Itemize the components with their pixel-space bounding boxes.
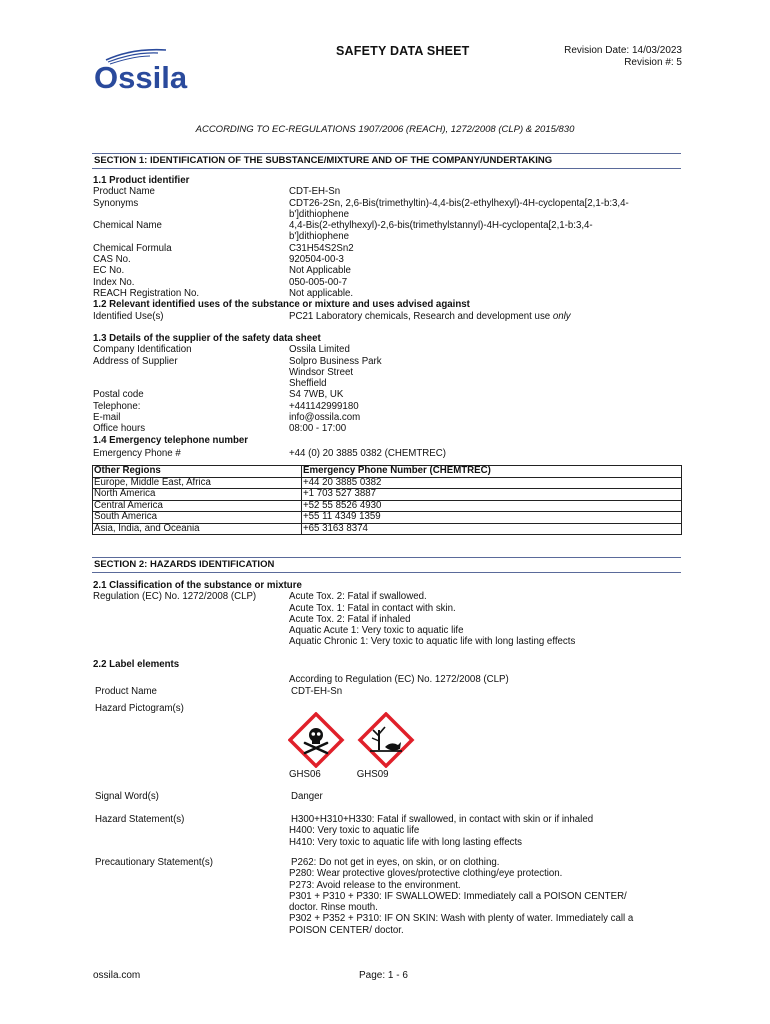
field-label: REACH Registration No.: [93, 287, 200, 299]
according-text: According to Regulation (EC) No. 1272/2008 (CLP): [289, 674, 509, 686]
field-label: CAS No.: [93, 254, 131, 266]
address-line-2: Windsor Street: [289, 366, 354, 378]
ghs06-label: GHS06: [289, 769, 321, 780]
field-label: Chemical Name: [93, 220, 162, 232]
chemical-name-value-cont: b']dithiophene: [289, 231, 350, 243]
synonyms-value: CDT26-2Sn, 2,6-Bis(trimethyltin)-4,4-bis(2-ethylhexyl)-4H-cyclopenta[2,1-b:3,4-: [289, 197, 629, 209]
region-cell: Asia, India, and Oceania: [93, 523, 302, 535]
field-label: Address of Supplier: [93, 355, 178, 367]
table-header-row: [93, 466, 682, 478]
region-cell: Europe, Middle East, Africa: [93, 477, 302, 489]
emergency-regions-table: [92, 465, 682, 535]
field-label: Telephone:: [93, 400, 141, 412]
precaution-statement: P301 + P310 + P330: IF SWALLOWED: Immediately call a POISON CENTER/: [289, 890, 627, 902]
phone-cell: +52 55 8526 4930: [302, 500, 682, 512]
section1-heading: SECTION 1: IDENTIFICATION OF THE SUBSTANCE/MIXTURE AND OF THE COMPANY/UNDERTAKING: [92, 153, 681, 169]
hazard-statements-block: [93, 814, 683, 848]
label-elements-block: [93, 659, 683, 697]
hazard-statement: H400: Very toxic to aquatic life: [289, 825, 420, 837]
skull-crossbones-icon: [290, 714, 342, 766]
phone-cell: +1 703 527 3887: [302, 489, 682, 501]
section1-body: [93, 175, 683, 322]
phone-cell: +44 20 3885 0382: [302, 477, 682, 489]
field-label: Index No.: [93, 276, 135, 288]
table-row: [93, 512, 682, 524]
field-label: Regulation (EC) No. 1272/2008 (CLP): [93, 591, 257, 603]
precaution-statement: P273: Avoid release to the environment.: [289, 879, 461, 891]
ec-value: Not Applicable: [289, 265, 351, 277]
footer-website[interactable]: ossila.com: [93, 970, 141, 981]
revision-info: [564, 45, 682, 69]
table-row: [93, 477, 682, 489]
field-label: Precautionary Statement(s): [95, 857, 213, 868]
precaution-statement: P302 + P352 + P310: IF ON SKIN: Wash with plenty of water. Immediately call a: [289, 913, 634, 925]
product-name-value: CDT-EH-Sn: [291, 685, 343, 697]
index-value: 050-005-00-7: [289, 276, 348, 288]
table-row: [93, 523, 682, 535]
classification-line: Aquatic Chronic 1: Very toxic to aquatic life with long lasting effects: [289, 636, 576, 648]
precaution-statement: P280: Wear protective gloves/protective clothing/eye protection.: [289, 868, 563, 880]
document-title: SAFETY DATA SHEET: [336, 44, 470, 58]
table-header-cell: Emergency Phone Number (CHEMTREC): [302, 466, 682, 478]
precaution-statement: doctor. Rinse mouth.: [289, 902, 378, 914]
region-cell: South America: [93, 512, 302, 524]
emergency-value: +44 (0) 20 3885 0382 (CHEMTREC): [289, 447, 446, 459]
hazard-pictograms: [288, 712, 418, 768]
table-row: [93, 489, 682, 501]
classification-heading: 2.1 Classification of the substance or mixture: [93, 580, 302, 591]
precautionary-block: [93, 857, 683, 936]
signal-word-value: Danger: [291, 791, 323, 802]
field-label: EC No.: [93, 265, 125, 277]
emergency-heading: 1.4 Emergency telephone number: [93, 434, 249, 446]
email-link[interactable]: info@ossila.com: [289, 412, 361, 424]
hours-value: 08:00 - 17:00: [289, 423, 347, 435]
revision-date: Revision Date: 14/03/2023: [564, 45, 682, 56]
classification-line: Acute Tox. 1: Fatal in contact with skin.: [289, 602, 456, 614]
ghs09-label: GHS09: [356, 769, 389, 780]
field-label: Product Name: [93, 186, 155, 198]
reach-value: Not applicable.: [289, 287, 354, 299]
postal-value: S4 7WB, UK: [289, 389, 344, 401]
field-label: Product Name: [95, 685, 157, 697]
phone-cell: +55 11 4349 1359: [302, 512, 682, 524]
environment-icon: [360, 714, 412, 766]
precaution-statement: P262: Do not get in eyes, on skin, or on clothing.: [291, 857, 500, 868]
field-label: Synonyms: [93, 197, 139, 209]
synonyms-value-cont: b']dithiophene: [289, 208, 350, 220]
product-identifier-heading: 1.1 Product identifier: [93, 175, 190, 186]
classification-block: [93, 580, 683, 648]
region-cell: North America: [93, 489, 302, 501]
company-value: Ossila Limited: [289, 344, 350, 356]
pictogram-labels: [289, 769, 388, 780]
pictogram-label: Hazard Pictogram(s): [95, 703, 184, 714]
signal-block: [93, 791, 683, 802]
table-row: [93, 500, 682, 512]
field-label: Chemical Formula: [93, 242, 172, 254]
field-label: Postal code: [93, 389, 144, 401]
chemical-name-value: 4,4-Bis(2-ethylhexyl)-2,6-bis(trimethylstannyl)-4H-cyclopenta[2,1-b:3,4-: [289, 220, 593, 232]
uses-value: PC21 Laboratory chemicals, Research and development use only: [289, 310, 571, 322]
svg-text:Ossila: Ossila: [94, 60, 188, 92]
cas-value: 920504-00-3: [289, 254, 344, 266]
field-label: Identified Use(s): [93, 310, 164, 322]
field-label: Emergency Phone #: [93, 447, 181, 459]
ossila-logo: [92, 46, 204, 92]
revision-number: Revision #: 5: [624, 57, 682, 68]
formula-value: C31H54S2Sn2: [289, 242, 354, 254]
field-label: Hazard Statement(s): [95, 814, 185, 825]
classification-line: Acute Tox. 2: Fatal if inhaled: [289, 613, 411, 625]
field-label: Office hours: [93, 423, 146, 435]
phone-cell: +65 3163 8374: [302, 523, 682, 535]
section2-heading: SECTION 2: HAZARDS IDENTIFICATION: [92, 557, 681, 573]
precaution-statement: POISON CENTER/ doctor.: [289, 924, 404, 936]
region-cell: Central America: [93, 500, 302, 512]
hazard-statement: H410: Very toxic to aquatic life with long lasting effects: [289, 836, 522, 848]
hazard-statement: H300+H310+H330: Fatal if swallowed, in contact with skin or if inhaled: [291, 814, 594, 825]
product-name-value: CDT-EH-Sn: [289, 186, 341, 198]
footer-page-number: Page: 1 - 6: [359, 970, 408, 981]
classification-line: Aquatic Acute 1: Very toxic to aquatic life: [289, 625, 464, 637]
supplier-heading: 1.3 Details of the supplier of the safety data sheet: [93, 333, 321, 344]
label-elements-heading: 2.2 Label elements: [93, 659, 180, 670]
regulation-line: ACCORDING TO EC-REGULATIONS 1907/2006 (REACH), 1272/2008 (CLP) & 2015/830: [195, 124, 575, 135]
classification-line: Acute Tox. 2: Fatal if swallowed.: [289, 591, 427, 603]
field-label: Company Identification: [93, 344, 192, 356]
address-line-3: Sheffield: [289, 378, 327, 390]
supplier-block: [93, 333, 683, 459]
telephone-value: +441142999180: [289, 400, 359, 412]
address-line-1: Solpro Business Park: [289, 355, 382, 367]
field-label: E-mail: [93, 412, 121, 424]
table-header-cell: Other Regions: [93, 466, 302, 478]
identified-uses-heading: 1.2 Relevant identified uses of the substance or mixture and uses advised against: [93, 299, 470, 311]
field-label: Signal Word(s): [95, 791, 159, 802]
